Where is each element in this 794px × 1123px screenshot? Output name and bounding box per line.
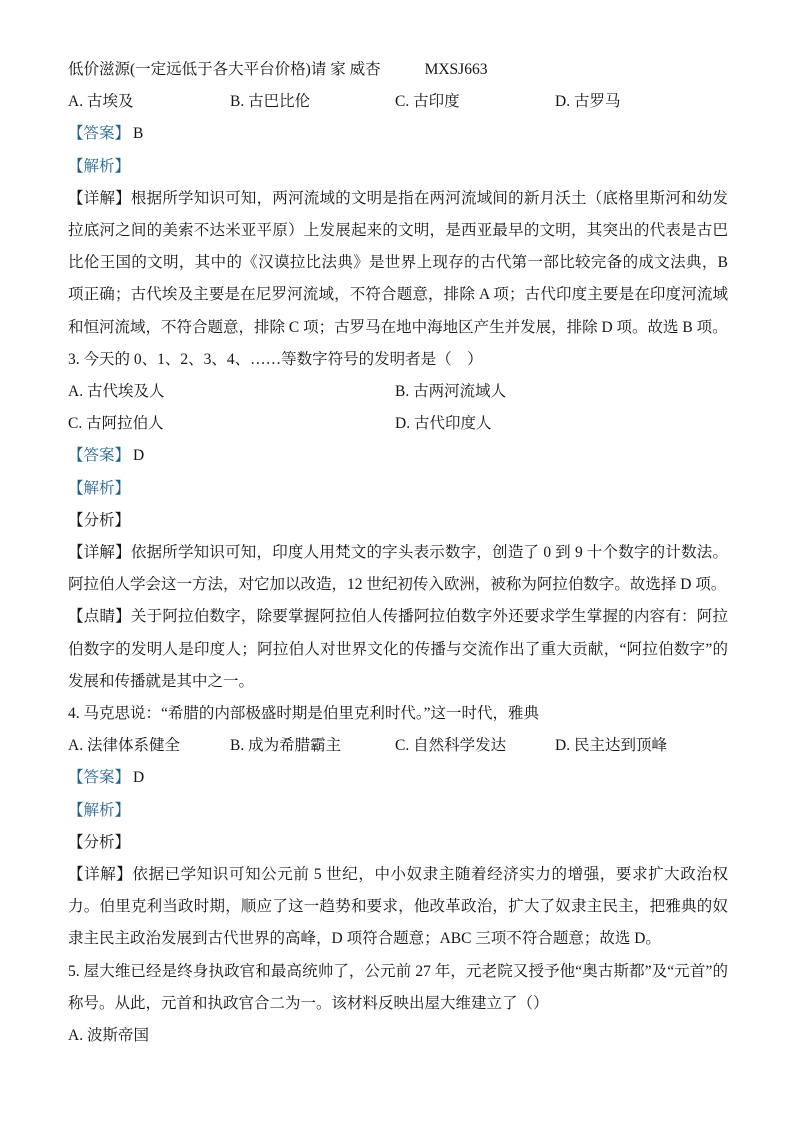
detail-text: 根据所学知识可知，两河流域的文明是指在两河流域间的新月沃土（底格里斯河和幼发拉底河之间的美索不达米亚平原）上发展起来的文明，是西亚最早的文明，其突出的代表是古巴比伦王国的文明，其中的《汉谟拉比法典》是世界上现存的古代第一部比较完备的成文法典，B 项正确；古代埃及主要是在尼罗河流域，不符合题意，排除 A 项；古代印度主要是在印度河流域和恒河流域，不符合题意，排除 C 项；古罗马在地中海地区产生并发展，排除 D 项。故选 B 项。 (68, 189, 728, 336)
option-a: A. 古埃及 (68, 93, 134, 111)
tip-text: 关于阿拉伯数字，除要掌握阿拉伯人传播阿拉伯数字外还要求学生掌握的内容有：阿拉伯数字的发明人是印度人；阿拉伯人对世界文化的传播与交流作出了重大贡献，“阿拉伯数字”的发展和传播就是其中之一。 (68, 608, 728, 690)
q4-detail-paragraph (68, 859, 728, 956)
question-5-option-a: A. 波斯帝国 (68, 1027, 149, 1045)
promo-text: 低价滋源(一定远低于各大平台价格)请 家 威杏 (68, 61, 381, 78)
option-d: D. 古代印度人 (395, 415, 492, 433)
q3-answer-line (68, 440, 728, 472)
option-b: B. 古巴比伦 (230, 93, 311, 111)
answer-label: 【答案】 (68, 125, 131, 143)
option-b: B. 古两河流域人 (395, 383, 507, 401)
detail-label: 【详解】 (68, 544, 131, 562)
option-d: D. 民主达到顶峰 (555, 737, 667, 755)
option-c: C. 自然科学发达 (395, 737, 507, 755)
q2-answer-line (68, 118, 728, 150)
jiexi-label: 【解析】 (68, 157, 131, 175)
q3-jiexi-line (68, 473, 728, 505)
q4-jiexi-line (68, 795, 728, 827)
detail-text: 依据所学知识可知，印度人用梵文的字头表示数字，创造了 0 到 9 十个数字的计数法。阿拉伯人学会这一方法，对它加以改造，12 世纪初传入欧洲，被称为阿拉伯数字。故选择 D 项。 (68, 544, 728, 594)
q3-detail-paragraph (68, 537, 728, 601)
q4-answer-line (68, 762, 728, 794)
detail-label: 【详解】 (68, 866, 133, 884)
option-c: C. 古印度 (395, 93, 460, 111)
promo-code: MXSJ663 (424, 61, 488, 78)
option-a: A. 古代埃及人 (68, 383, 165, 401)
q4-fenxi-line (68, 827, 728, 859)
question-4-options (68, 730, 728, 762)
question-2-options (68, 86, 728, 118)
answer-value: D (133, 769, 145, 787)
answer-label: 【答案】 (68, 447, 131, 465)
q2-jiexi-line (68, 151, 728, 183)
question-5-text: 5. 屋大维已经是终身执政官和最高统帅了，公元前 27 年，元老院又授予他“奥古斯都”及“元首”的称号。从此，元首和执政官合二为一。该材料反映出屋大维建立了（） (68, 962, 728, 1012)
option-a: A. 法律体系健全 (68, 737, 180, 755)
question-4-text: 4. 马克思说：“希腊的内部极盛时期是伯里克利时代。”这一时代，雅典 (68, 705, 540, 723)
answer-label: 【答案】 (68, 769, 131, 787)
question-3-options-row-2 (68, 408, 728, 440)
detail-text: 依据已学知识可知公元前 5 世纪，中小奴隶主随着经济实力的增强，要求扩大政治权力。伯里克利当政时期，顺应了这一趋势和要求，他改革政治，扩大了奴隶主民主，把雅典的奴隶主民主政治发展到古代世界的高峰，D 项符合题意；ABC 三项不符合题意；故选 D。 (68, 866, 728, 948)
detail-label: 【详解】 (68, 189, 131, 207)
question-3-options-row-1 (68, 376, 728, 408)
option-b: B. 成为希腊霸主 (230, 737, 342, 755)
jiexi-label: 【解析】 (68, 479, 131, 497)
option-d: D. 古罗马 (555, 93, 621, 111)
fenxi-label: 【分析】 (68, 833, 131, 851)
question-3-text: 3. 今天的 0、1、2、3、4、……等数字符号的发明者是（ ） (68, 350, 483, 368)
option-c: C. 古阿拉伯人 (68, 415, 164, 433)
tip-label: 【点睛】 (68, 608, 131, 626)
answer-value: B (133, 125, 144, 143)
answer-value: D (133, 447, 145, 465)
fenxi-label: 【分析】 (68, 511, 131, 529)
q2-detail-paragraph (68, 183, 728, 344)
jiexi-label: 【解析】 (68, 801, 131, 819)
q3-tip-paragraph (68, 601, 728, 698)
promo-line (68, 54, 728, 86)
q3-fenxi-line (68, 505, 728, 537)
